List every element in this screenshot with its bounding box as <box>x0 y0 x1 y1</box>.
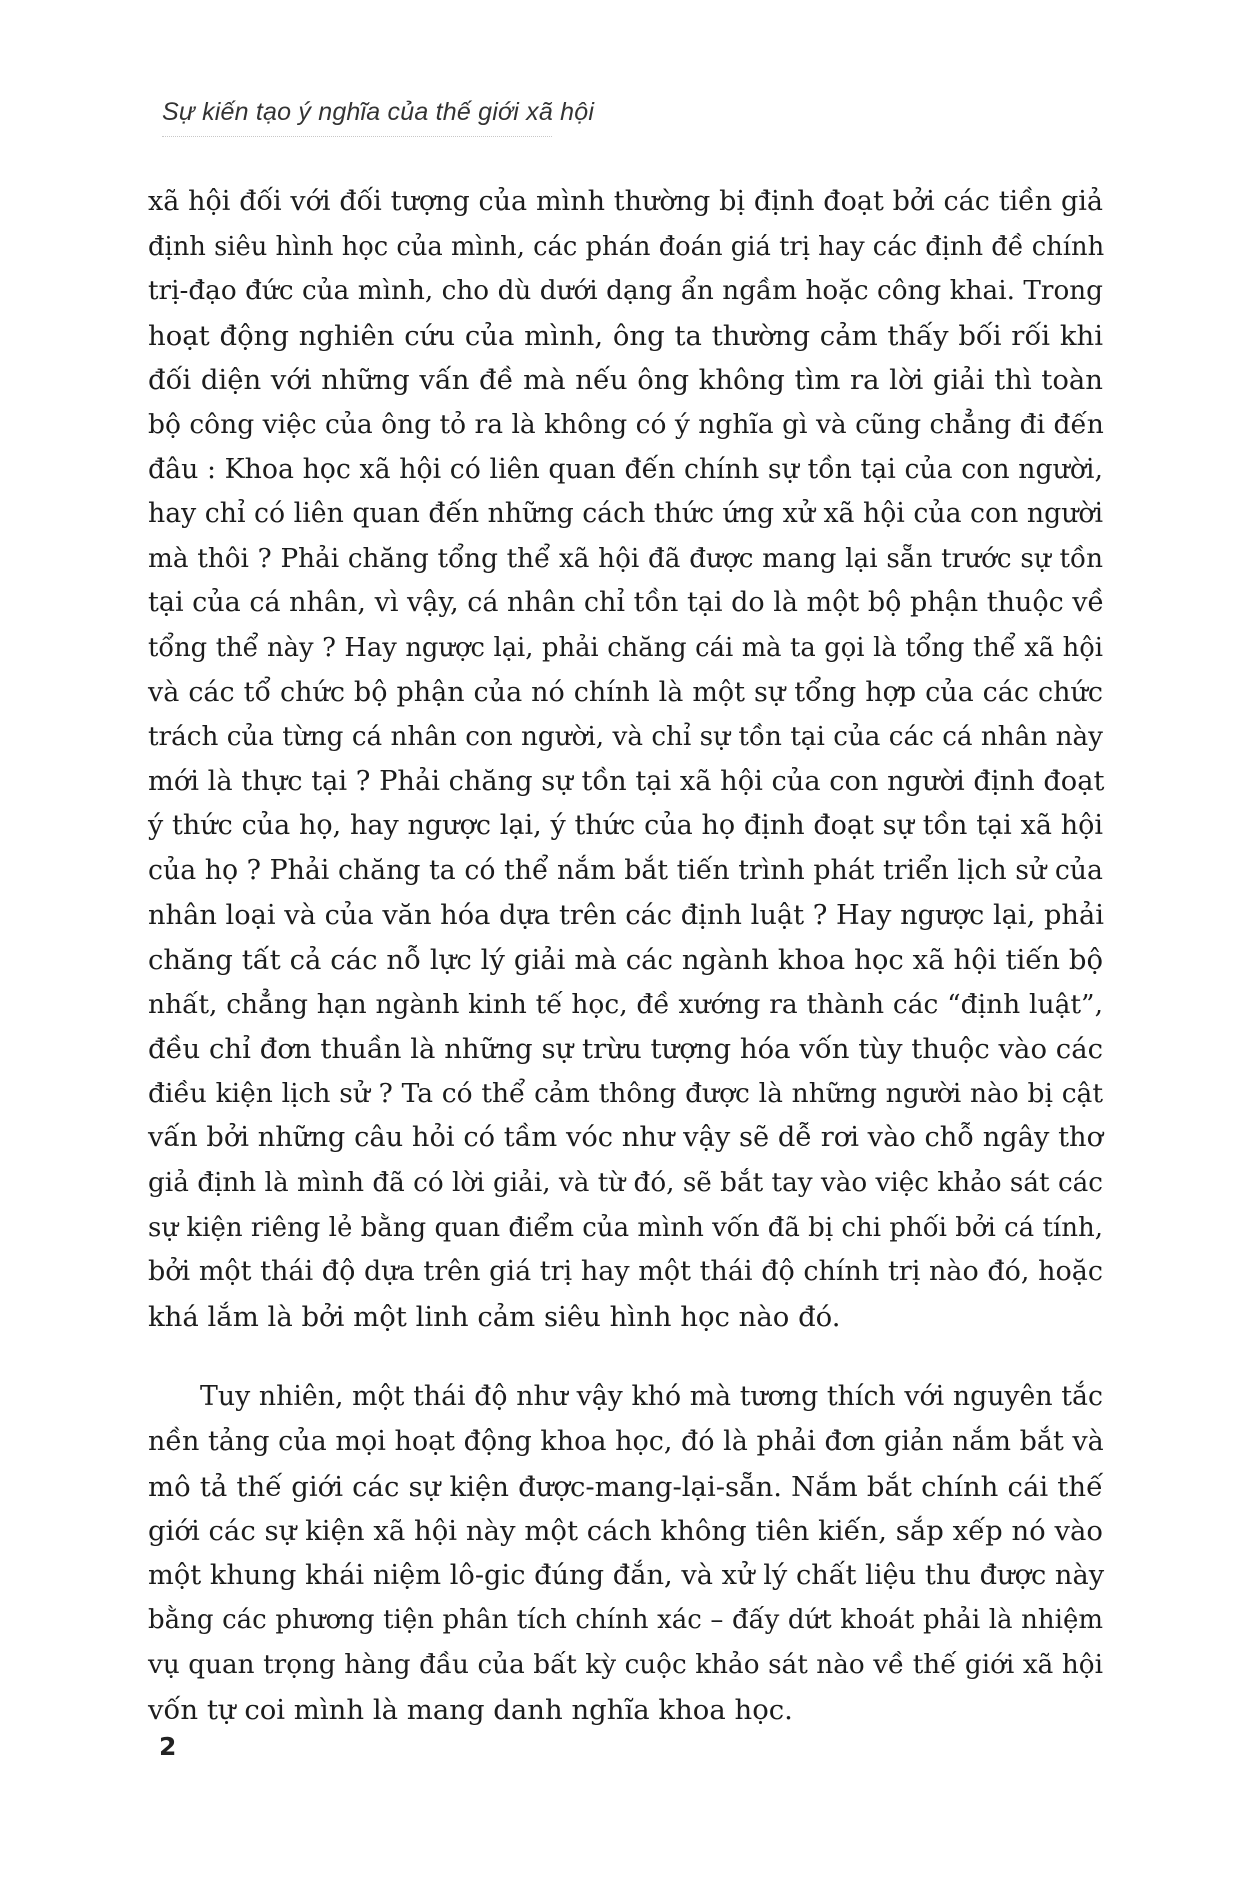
body-text <box>148 180 1103 1732</box>
header-divider <box>162 136 552 137</box>
text-line: tổng thể này ? Hay ngược lại, phải chăng cái mà ta gọi là tổng thể xã hội <box>148 632 1103 663</box>
text-line: và các tổ chức bộ phận của nó chính là một sự tổng hợp của các chức <box>148 676 1103 708</box>
text-line: hay chỉ có liên quan đến những cách thức ứng xử xã hội của con người <box>148 498 1104 530</box>
text-line: định siêu hình học của mình, các phán đoán giá trị hay các định đề chính <box>148 231 1105 262</box>
text-line: vốn tự coi mình là mang danh nghĩa khoa học. <box>148 1693 793 1726</box>
text-line: mới là thực tại ? Phải chăng sự tồn tại xã hội của con người định đoạt <box>148 765 1105 797</box>
text-line: chăng tất cả các nỗ lực lý giải mà các ngành khoa học xã hội tiến bộ <box>148 944 1103 977</box>
paragraph-2 <box>148 1375 1103 1732</box>
text-line: giả định là mình đã có lời giải, và từ đó, sẽ bắt tay vào việc khảo sát các <box>148 1168 1103 1199</box>
text-line: đâu : Khoa học xã hội có liên quan đến chính sự tồn tại của con người, <box>148 453 1103 485</box>
text-line: trị-đạo đức của mình, cho dù dưới dạng ẩn ngầm hoặc công khai. Trong <box>148 276 1103 307</box>
text-line: bằng các phương tiện phân tích chính xác – đấy dứt khoát phải là nhiệm <box>148 1605 1103 1636</box>
text-line: mà thôi ? Phải chăng tổng thể xã hội đã được mang lại sẵn trước sự tồn <box>148 543 1103 574</box>
text-line: tại của cá nhân, vì vậy, cá nhân chỉ tồn tại do là một bộ phận thuộc về <box>148 587 1105 619</box>
text-line: đều chỉ đơn thuần là những sự trừu tượng hóa vốn tùy thuộc vào các <box>148 1033 1103 1066</box>
text-line: khá lắm là bởi một linh cảm siêu hình học nào đó. <box>148 1300 841 1333</box>
paragraph-spacer <box>148 1339 1103 1375</box>
paragraph-1 <box>148 180 1103 1339</box>
running-header: Sự kiến tạo ý nghĩa của thế giới xã hội <box>162 98 595 126</box>
text-line: mô tả thế giới các sự kiện được-mang-lại-sẵn. Nắm bắt chính cái thế <box>148 1470 1103 1503</box>
text-line: bởi một thái độ dựa trên giá trị hay một thái độ chính trị nào đó, hoặc <box>148 1256 1103 1288</box>
text-line: điều kiện lịch sử ? Ta có thể cảm thông được là những người nào bị cật <box>148 1077 1103 1109</box>
text-line: nhất, chẳng hạn ngành kinh tế học, đề xướng ra thành các “định luật”, <box>148 988 1103 1020</box>
text-line: xã hội đối với đối tượng của mình thường bị định đoạt bởi các tiền giả <box>148 186 1103 217</box>
text-line: một khung khái niệm lô-gic đúng đắn, và xử lý chất liệu thu được này <box>148 1559 1105 1591</box>
page-number: 2 <box>159 1732 177 1761</box>
text-line: nền tảng của mọi hoạt động khoa học, đó là phải đơn giản nắm bắt và <box>148 1426 1104 1458</box>
text-line: ý thức của họ, hay ngược lại, ý thức của họ định đoạt sự tồn tại xã hội <box>148 810 1103 842</box>
text-line: bộ công việc của ông tỏ ra là không có ý nghĩa gì và cũng chẳng đi đến <box>148 408 1104 440</box>
text-line: vấn bởi những câu hỏi có tầm vóc như vậy sẽ dễ rơi vào chỗ ngây thơ <box>148 1122 1103 1154</box>
text-line: trách của từng cá nhân con người, và chỉ sự tồn tại của các cá nhân này <box>148 722 1103 753</box>
text-line: đối diện với những vấn đề mà nếu ông không tìm ra lời giải thì toàn <box>148 364 1103 397</box>
text-line: Tuy nhiên, một thái độ như vậy khó mà tương thích với nguyên tắc <box>200 1381 1103 1413</box>
text-line: nhân loại và của văn hóa dựa trên các định luật ? Hay ngược lại, phải <box>148 899 1104 931</box>
text-line: sự kiện riêng lẻ bằng quan điểm của mình vốn đã bị chi phối bởi cá tính, <box>148 1212 1103 1243</box>
text-line: vụ quan trọng hàng đầu của bất kỳ cuộc khảo sát nào về thế giới xã hội <box>148 1650 1103 1680</box>
text-line: của họ ? Phải chăng ta có thể nắm bắt tiến trình phát triển lịch sử của <box>148 854 1103 886</box>
text-line: giới các sự kiện xã hội này một cách không tiên kiến, sắp xếp nó vào <box>148 1515 1103 1548</box>
text-line: hoạt động nghiên cứu của mình, ông ta thường cảm thấy bối rối khi <box>148 319 1103 352</box>
